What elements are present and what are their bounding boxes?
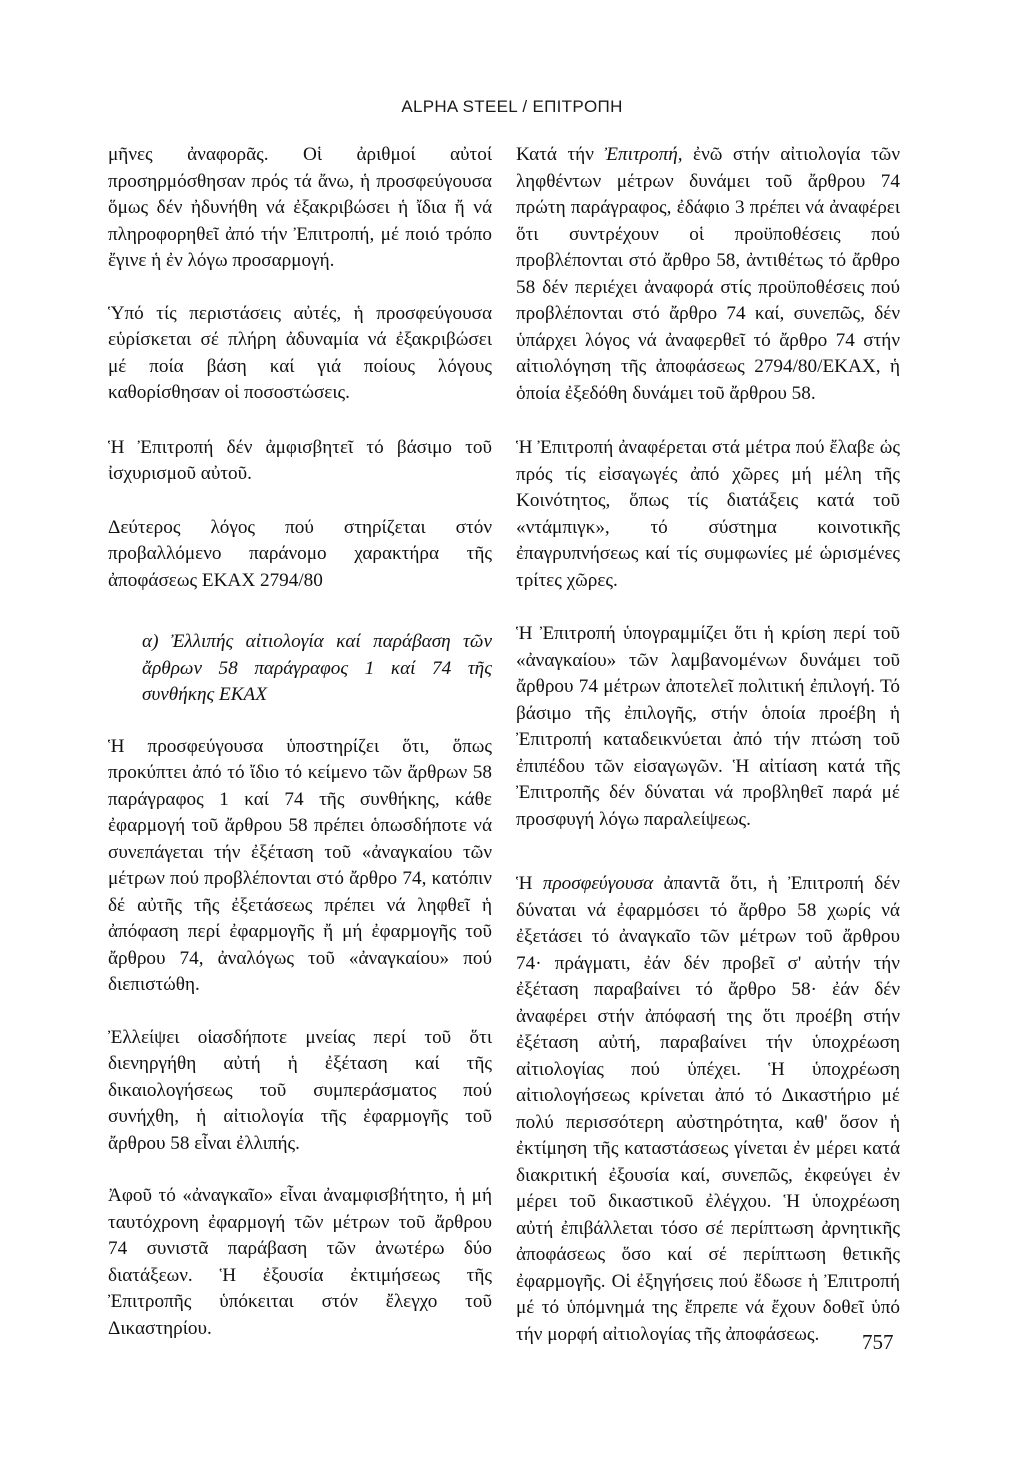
emphasis: Ἐπιτροπή, <box>604 144 683 165</box>
paragraph: Ἡ Ἐπιτροπή δέν ἀμφισβητεῖ τό βάσιμο τοῦ ἰσχυρισμοῦ αὐτοῦ. <box>108 436 492 484</box>
running-head: ALPHA STEEL / ΕΠΙΤΡΟΠΗ <box>401 97 623 116</box>
section-heading: α) Ἐλλιπής αἰτιολογία καί παράβαση τῶν ἄρθρων 58 παράγραφος 1 καί 74 τῆς συνθήκης ΕΚΑΧ <box>142 631 492 705</box>
paragraph: Ἡ Ἐπιτροπή ἀναφέρεται στά μέτρα πού ἔλαβε ὡς πρός τίς εἰσαγωγές ἀπό χῶρες μή μέλη τῆς Κοινότητος, ὅπως τίς διατάξεις κατά τοῦ «ντάμπιγκ», τό σύστημα κοινοτικῆς ἐπαγρυπνήσεως καί τίς συμφωνίες μέ ὡρισμένες τρίτες χῶρες. <box>516 437 900 591</box>
paragraph-lead: Ἡ <box>516 873 543 894</box>
left-column <box>108 142 492 1342</box>
paragraph <box>516 871 900 1348</box>
paragraph: μῆνες ἀναφορᾶς. Οἱ ἀριθμοί αὐτοί προσηρμόσθησαν πρός τά ἄνω, ἡ προσφεύγουσα ὅμως δέν ἠδυνήθη νά ἐξακριβώσει ἡ ἴδια ἤ νά πληροφορηθεῖ ἀπό τήν Ἐπιτροπή, μέ ποιό τρόπο ἔγινε ἡ ἐν λόγω προσαρμογή. <box>108 144 492 271</box>
paragraph: Ἡ προσφεύγουσα ὑποστηρίζει ὅτι, ὅπως προκύπτει ἀπό τό ἴδιο τό κείμενο τῶν ἄρθρων 58 παράγραφος 1 καί 74 τῆς συνθήκης, κάθε ἐφαρμογή τοῦ ἄρθρου 58 πρέπει ὁπωσδήποτε νά συνεπάγεται τήν ἐξέταση τοῦ «ἀναγκαίου τῶν μέτρων πού προβλέπονται στό ἄρθρο 74, κατόπιν δέ αὐτῆς τῆς ἐξετάσεως πρέπει νά ληφθεῖ ἡ ἀπόφαση περί ἐφαρμογῆς ἤ μή ἐφαρμογῆς τοῦ ἄρθρου 74, ἀναλόγως τοῦ «ἀναγκαίου» πού διεπιστώθη. <box>108 735 492 995</box>
paragraph: Δεύτερος λόγος πού στηρίζεται στόν προβαλλόμενο παράνομο χαρακτήρα τῆς ἀποφάσεως ΕΚΑΧ 2794/80 <box>108 516 492 591</box>
paragraph: Ὑπό τίς περιστάσεις αὐτές, ἡ προσφεύγουσα εὑρίσκεται σέ πλήρη ἀδυναμία νά ἐξακριβώσει μέ ποία βάση καί γιά ποίους λόγους καθορίσθησαν οἱ ποσοστώσεις. <box>108 302 492 403</box>
right-column <box>516 142 900 1348</box>
page-number: 757 <box>862 1330 894 1354</box>
paragraph <box>516 142 900 407</box>
emphasis: προσφεύγουσα <box>542 873 654 894</box>
paragraph: Ἐλλείψει οἱασδήποτε μνείας περί τοῦ ὅτι διενηργήθη αὐτή ἡ ἐξέταση καί τῆς δικαιολογήσεως τοῦ συμπεράσματος πού συνήχθη, ἡ αἰτιολογία τῆς ἐφαρμογῆς τοῦ ἄρθρου 58 εἶναι ἐλλιπής. <box>108 1026 492 1154</box>
paragraph-lead: Κατά τήν <box>516 144 605 165</box>
paragraph-body: ἐνῶ στήν αἰτιολογία τῶν ληφθέντων μέτρων δυνάμει τοῦ ἄρθρου 74 πρώτη παράγραφος, ἐδάφιο 3 πρέπει νά ἀναφέρει ὅτι συντρέχουν οἱ προϋποθέσεις πού προβλέπονται στό ἄρθρο 58, ἀντιθέτως τό ἄρθρο 58 δέν περιέχει ἀναφορά στίς προϋποθέσεις πού προβλέπονται στό ἄρθρο 74 καί, συνεπῶς, δέν ὑπάρχει λόγος νά ἀναφερθεῖ τό ἄρθρο 74 στήν αἰτιολόγηση τῆς ἀποφάσεως 2794/80/ΕΚΑΧ, ἡ ὁποία ἐξεδόθη δυνάμει τοῦ ἄρθρου 58. <box>516 144 900 404</box>
paragraph-body: ἀπαντᾶ ὅτι, ἡ Ἐπιτροπή δέν δύναται νά ἐφαρμόσει τό ἄρθρο 58 χωρίς νά ἐξετάσει τό ἀναγκαῖο τῶν μέτρων τοῦ ἄρθρου 74· πράγματι, ἐάν δέν προβεῖ σ' αὐτήν τήν ἐξέταση παραβαίνει τό ἄρθρο 58· ἐάν δέν ἀναφέρει στήν ἀπόφασή της ὅτι προέβη στήν ἐξέταση αὐτή, παραβαίνει τήν ὑποχρέωση αἰτιολογίας πού ὑπέχει. Ἡ ὑποχρέωση αἰτιολογήσεως κρίνεται ἀπό τό Δικαστήριο μέ πολύ περισσότερη αὐστηρότητα, καθ' ὅσον ἡ ἐκτίμηση τῆς καταστάσεως γίνεται ἐν μέρει κατά διακριτική ἐξουσία καί, συνεπῶς, ἐκφεύγει ἐν μέρει τοῦ δικαστικοῦ ἐλέγχου. Ἡ ὑποχρέωση αὐτή ἐπιβάλλεται τόσο σέ περίπτωση ἀρνητικῆς ἀποφάσεως ὅσο καί σέ περίπτωση θετικῆς ἐφαρμογῆς. Οἱ ἐξηγήσεις πού ἔδωσε ἡ Ἐπιτροπή μέ τό ὑπόμνημά της ἔπρεπε νά ἔχουν δοθεῖ ὑπό τήν μορφή αἰτιολογίας τῆς ἀποφάσεως. <box>516 873 900 1345</box>
paragraph: Ἡ Ἐπιτροπή ὑπογραμμίζει ὅτι ἡ κρίση περί τοῦ «ἀναγκαίου» τῶν λαμβανομένων δυνάμει τοῦ ἄρθρου 74 μέτρων ἀποτελεῖ πολιτική ἐπιλογή. Τό βάσιμο τῆς ἐπιλογῆς, στήν ὁποία προέβη ἡ Ἐπιτροπή καταδεικνύεται ἀπό τήν πτώση τοῦ ἐπιπέδου τῶν εἰσαγωγῶν. Ἡ αἰτίαση κατά τῆς Ἐπιτροπῆς δέν δύναται νά προβληθεῖ παρά μέ προσφυγή λόγω παραλείψεως. <box>516 623 900 830</box>
paragraph: Ἀφοῦ τό «ἀναγκαῖο» εἶναι ἀναμφισβήτητο, ἡ μή ταυτόχρονη ἐφαρμογή τῶν μέτρων τοῦ ἄρθρου 74 συνιστᾶ παράβαση τῶν ἀνωτέρω δύο διατάξεων. Ἡ ἐξουσία ἐκτιμήσεως τῆς Ἐπιτροπῆς ὑπόκειται στόν ἔλεγχο τοῦ Δικαστηρίου. <box>108 1185 492 1339</box>
